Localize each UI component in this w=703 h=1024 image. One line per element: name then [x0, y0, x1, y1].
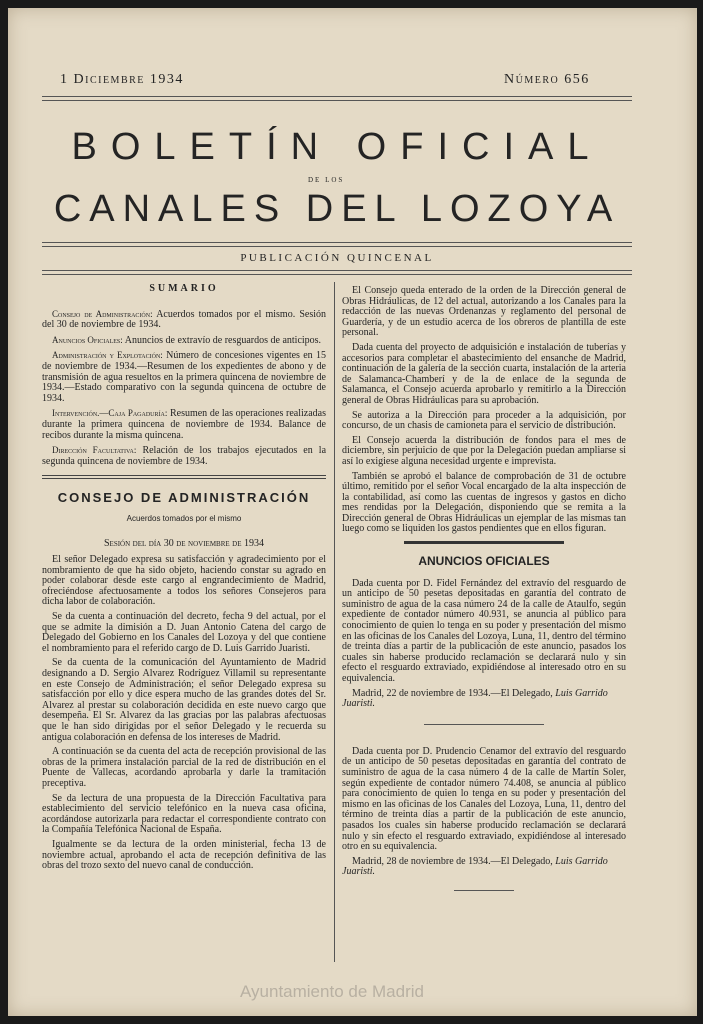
consejo-subtitle: Acuerdos tomados por el mismo: [126, 513, 242, 523]
right-column: [342, 286, 626, 891]
paragraph: Se da lectura de una propuesta de la Dirección Facultativa para establecimiento del servicio telefónico en la nueva casa oficina, acordándose autorizarla para redactar el correspondiente contrato con la Compañía Telefónica Nacional de España.: [42, 792, 326, 836]
left-column: [42, 284, 326, 876]
sumario-item: Consejo de Administración: Acuerdos tomados por el mismo. Sesión del 30 de noviembre de 1934.: [42, 308, 327, 331]
sumario-list: [42, 309, 326, 468]
document-page: [8, 8, 697, 1016]
anuncios-title: ANUNCIOS OFICIALES: [418, 554, 550, 569]
header-rule-top: [42, 96, 632, 97]
section-rule: [42, 478, 326, 479]
issue-number: Número 656: [504, 72, 590, 87]
paragraph: Se da cuenta de la comunicación del Ayuntamiento de Madrid designando a D. Sergio Alvarez Rodríguez Villamil su representante en este Consejo de Administración; el señor Delegado expresa su satisfacción por ello y dice espera mucho de las grandes dotes del Sr. Alvarez al prestar su colaboración decidida en este nuevo cargo que desempeña. El Sr. Alvarez da las gracias por las palabras afectuosas que le han sido dirigidas por el señor Delegado y le recuerda su antigua colaboración en defensa de los intereses de Madrid.: [42, 657, 326, 743]
paragraph: A continuación se da cuenta del acta de recepción provisional de las obras de la primera instalación parcial de la red de distribución en el Puente de Vallecas, acordando aprobarla y darle la tramitación preceptiva.: [42, 746, 326, 789]
header-rule-top-2: [42, 100, 632, 101]
issue-date: 1 Diciembre 1934: [60, 72, 184, 87]
sumario-item: Dirección Facultativa: Relación de los trabajos ejecutados en la segunda quincena de noviembre de 1934.: [42, 445, 327, 467]
masthead-rule-2: [42, 246, 632, 247]
masthead-title-line2: CANALES DEL LOZOYA: [53, 188, 621, 230]
sumario-title: SUMARIO: [149, 283, 219, 294]
sumario-item: Anuncios Oficiales: Anuncios de extravío de resguardos de anticipos.: [52, 334, 322, 346]
watermark: Ayuntamiento de Madrid: [240, 982, 424, 1001]
column-divider: [334, 282, 335, 962]
paragraph: Dada cuenta del proyecto de adquisición e instalación de tuberías y accesorios para completar el abastecimiento del ensanche de Madrid, continuación de la galería de la sección cuarta, instalación de la arteria de Salamanca-Chamberí y de la de enlace de la segunda de Salamanca, el Consejo acuerda aprobarlo y remitirlo a la Dirección general de Obras Hidráulicas para su aprobación.: [342, 341, 626, 406]
publication-frequency: PUBLICACIÓN QUINCENAL: [240, 252, 434, 264]
notice-signature: Madrid, 22 de noviembre de 1934.—El Delegado, Luis Garrido Juaristi.: [342, 687, 608, 710]
sumario-item: Administración y Explotación: Número de concesiones vigentes en 15 de noviembre de 1934.—Resumen de los expedientes de abono y de transmisión de agua resueltos en la primera quincena de noviembre de 1934.—Estado comparativo con la segunda quincena de octubre de 1934.: [42, 350, 326, 404]
ornament-divider: [404, 541, 564, 544]
subtitle-rule-2: [42, 274, 632, 275]
notice-signature: Madrid, 28 de noviembre de 1934.—El Delegado, Luis Garrido Juaristi.: [342, 855, 608, 878]
paragraph: El señor Delegado expresa su satisfacción y agradecimiento por el nombramiento de que ha sido objeto, haciendo constar su agrado en poder colaborar desde este cargo al engrandecimiento de Madrid, ofreciéndose afectuosamente a todos los señores Consejeros para dicha labor de colaboración.: [42, 554, 326, 608]
paragraph: También se aprobó el balance de comprobación de 31 de octubre último, remitido por el señor Vocal encargado de la alta inspección de la contabilidad, así como las cuentas de ingresos y gastos en dicho mes rendidas por la Delegación, disponiendo que se remita a la Dirección general de Obras Hidráulicas un ejemplar de las mismas tan luego como se liquiden los gastos pendientes que en ellos figuran.: [342, 470, 626, 535]
paragraph: El Consejo queda enterado de la orden de la Dirección general de Obras Hidráulicas, de 12 del actual, autorizando a los Canales para la redacción de las nuevas Ordenanzas y reglamento del personal de Guardería, y de un estudio acerca de los obreros de plantilla de este personal.: [342, 285, 626, 339]
notice-divider: [424, 724, 544, 725]
notice-paragraph: Dada cuenta por D. Fidel Fernández del extravío del resguardo de un anticipo de 50 pesetas depositadas en garantía del contrato de suministro de agua de la casa número 24 de la calle de Ataulfo, según expediente de contador número 40.931, se anuncia al público para conocimiento de quien lo tenga en su poder y presentación del mismo en las oficinas de los Canales del Lozoya, Luna, 11, dentro del término de treinta días a partir de la publicación de este anuncio, pasados los cuales sin haberse producido reclamación se declarará nulo y sin efecto el resguardo extraviado, expidiéndose al interesado otro en su equivalencia.: [342, 577, 626, 684]
paragraph: Se autoriza a la Dirección para proceder a la adquisición, por concurso, de un chasis de camioneta para el servicio de distribución.: [342, 409, 626, 432]
subtitle-rule: [42, 270, 632, 271]
session-heading: Sesión del día 30 de noviembre de 1934: [104, 537, 264, 549]
section-rule: [42, 475, 326, 476]
end-divider: [454, 890, 514, 891]
masthead-rule: [42, 242, 632, 243]
paragraph: Se da cuenta a continuación del decreto, fecha 9 del actual, por el que se admite la dimisión a D. Juan Antonio Catena del cargo de Delegado del Gobierno en los Canales del Lozoya y del que contiene el nombramiento para el referido cargo de D. Luis Garrido Juaristi.: [42, 611, 326, 654]
paragraph: El Consejo acuerda la distribución de fondos para el mes de diciembre, sin perjuicio de que por la Delegación puedan ampliarse si así lo exigiese alguna necesidad urgente e imprevista.: [342, 434, 626, 467]
notice-paragraph: Dada cuenta por D. Prudencio Cenamor del extravío del resguardo de un anticipo de 50 pesetas depositadas en garantía del contrato de suministro de agua de la casa número 4 de la calle de Martín Soler, según expediente de contador número 74.408, se anuncia al público para conocimiento de quien lo tenga en su poder y presentación del mismo en las oficinas de los Canales del Lozoya, Luna, 11, dentro del término de treinta días a partir de la publicación de este anuncio, pasados los cuales sin haberse producido reclamación se declarará nulo y sin efecto el resguardo extraviado, expidiéndose al interesado otro en su equivalencia.: [342, 745, 626, 853]
masthead-connector: DE LOS: [308, 176, 345, 184]
masthead-title-line1: BOLETÍN OFICIAL: [71, 126, 603, 168]
paragraph: Igualmente se da lectura de la orden ministerial, fecha 13 de noviembre actual, aprobando el acta de recepción definitiva de las obras del trozo sexto del nuevo canal de conducción.: [42, 838, 326, 872]
sumario-item: Intervención.—Caja Pagaduría: Resumen de las operaciones realizadas durante la primera quincena de noviembre de 1934. Balance de recibos durante la misma quincena.: [42, 408, 326, 441]
consejo-title: CONSEJO DE ADMINISTRACIÓN: [57, 490, 311, 506]
